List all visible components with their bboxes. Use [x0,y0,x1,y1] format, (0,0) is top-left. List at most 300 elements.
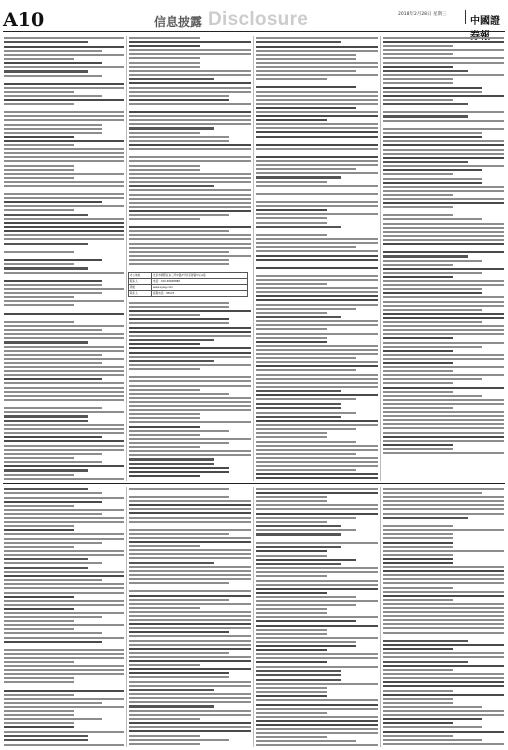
text-line [256,398,356,400]
text-line [256,596,356,598]
text-line [256,691,327,693]
text-line [256,349,378,351]
text-line [256,357,356,359]
text-line [4,54,124,56]
text-line [129,202,251,204]
text-line [383,218,482,220]
text-line [4,587,124,589]
text-line [383,206,453,208]
text-line [256,416,341,418]
text-line [256,386,378,388]
text-line [4,525,74,527]
text-line [4,325,124,327]
text-line [4,517,124,519]
text-line [383,562,453,564]
text-line [4,501,102,503]
text-line [4,558,88,560]
text-line [4,632,102,634]
text-line [256,567,378,569]
text-line [4,690,124,692]
text-line [4,583,124,585]
text-line [129,160,251,162]
text-line [4,722,74,724]
text-line [256,119,327,121]
text-line [256,242,378,244]
text-line [4,665,124,667]
text-line [256,445,378,447]
text-line [4,132,102,134]
text-line [383,710,504,712]
column-divider [253,487,254,747]
text-line [4,99,124,101]
text-line [4,399,124,401]
text-line [383,673,504,675]
text-line [383,677,504,679]
text-column [129,302,251,481]
text-line [4,119,124,121]
text-line [129,619,251,621]
text-line [383,144,504,146]
text-line [4,292,102,294]
text-line [129,397,251,399]
text-line [256,374,378,376]
text-line [256,687,327,689]
text-line [256,424,378,426]
text-line [4,681,74,683]
text-line [256,716,378,718]
text-line [4,41,88,43]
text-line [129,430,229,432]
text-line [383,374,504,376]
text-line [4,91,74,93]
text-line [129,685,251,687]
text-line [129,508,251,510]
text-line [129,442,229,444]
text-line [256,592,327,594]
text-line [4,538,124,540]
text-line [129,743,200,745]
text-line [383,718,482,720]
text-line [256,37,378,39]
text-line [4,710,74,712]
text-line [4,387,124,389]
text-line [129,57,200,59]
text-line [129,454,251,456]
text-line [383,178,482,180]
text-line [256,517,356,519]
text-line [383,120,504,122]
text-line [383,161,468,163]
text-line [129,607,200,609]
text-line [4,637,124,639]
text-column [256,488,378,747]
text-line [4,567,88,569]
text-line [256,181,327,183]
text-line [4,201,102,203]
text-line [129,368,200,370]
text-line [256,657,378,659]
text-line [383,595,504,597]
text-line [4,214,88,216]
text-line [129,115,251,117]
text-line [383,702,453,704]
text-line [4,620,74,622]
text-line [129,53,251,55]
text-line [129,517,251,519]
text-line [256,136,378,138]
text-line [383,574,504,576]
text-line [383,350,453,352]
text-line [129,557,251,559]
text-line [383,690,453,692]
text-line [129,401,251,403]
text-line [4,333,124,335]
text-line [4,226,124,228]
text-line [4,492,102,494]
text-line [129,562,214,564]
text-line [256,111,378,113]
text-line [129,644,251,646]
text-line [129,41,251,43]
text-line [4,267,88,269]
text-line [129,417,200,419]
text-line [383,37,504,39]
text-line [383,337,453,339]
text-line [129,140,229,142]
text-line [256,555,327,557]
text-line [383,566,504,568]
text-line [383,173,453,175]
text-line [383,415,504,417]
text-line [383,239,504,241]
text-line [129,49,251,51]
text-line [129,553,251,555]
text-line [4,465,124,467]
text-line [383,632,504,634]
text-line [129,529,251,531]
text-line [4,341,88,343]
text-line [129,364,251,366]
text-line [4,440,124,442]
text-line [256,449,378,451]
text-line [256,226,341,228]
text-line [129,306,229,308]
text-line [383,62,504,64]
text-line [4,542,102,544]
column-divider [126,36,127,481]
text-line [383,698,453,700]
text-line [129,226,251,228]
text-line [383,57,504,59]
text-line [256,62,378,64]
text-line [129,95,229,97]
text-line [4,304,74,306]
text-line [383,387,504,389]
text-line [4,83,124,85]
text-line [383,190,504,192]
text-line [129,627,251,629]
text-line [383,743,504,745]
text-line [256,378,378,380]
text-line [383,128,504,130]
text-line [256,453,356,455]
text-line [129,652,229,654]
text-line [256,559,356,561]
text-line [383,321,482,323]
text-line [256,683,378,685]
text-line [256,740,356,742]
issue-date: 2018年2月28日 星期三 [398,12,447,17]
text-line [4,370,124,372]
text-line [4,234,124,236]
text-line [256,341,327,343]
text-line [129,570,251,572]
text-line [129,421,251,423]
text-line [383,91,482,93]
text-line [129,356,251,358]
text-line [383,582,504,584]
text-line [383,227,504,229]
text-line [129,603,251,605]
text-line [256,496,327,498]
text-line [383,432,504,434]
text-line [4,731,124,733]
text-line [129,689,214,691]
text-line [256,633,327,635]
text-line [129,339,214,341]
text-line [383,82,453,84]
text-line [256,168,356,170]
text-line [129,230,229,232]
text-line [129,730,251,732]
text-line [383,587,453,589]
text-line [4,579,102,581]
text-line [129,99,229,101]
text-line [4,378,102,380]
text-line [256,525,341,527]
text-line [129,664,200,666]
text-line [256,148,378,150]
text-line [256,41,341,43]
text-line [256,441,356,443]
text-line [4,608,74,610]
text-line [129,697,251,699]
text-line [256,699,378,701]
text-line [4,596,74,598]
text-line [129,263,229,265]
text-line [129,327,251,329]
text-line [129,463,214,465]
text-line [4,70,88,72]
text-line [129,739,229,741]
text-line [129,500,251,502]
text-line [129,710,251,712]
text-line [129,177,251,179]
text-line [4,362,102,364]
text-line [129,251,229,253]
text-line [383,706,482,708]
page-header [0,0,508,34]
text-line [4,62,102,64]
text-line [129,310,251,312]
text-line [129,255,251,257]
text-line [256,160,378,162]
text-line [129,541,251,543]
text-line [256,58,356,60]
text-line [383,739,482,741]
text-line [383,153,504,155]
text-line [129,672,229,674]
text-line [256,720,378,722]
text-line [383,41,504,43]
text-line [129,467,229,469]
text-line [4,739,88,741]
text-line [129,434,200,436]
column-divider [253,36,254,481]
text-line [4,209,74,211]
text-line [256,390,341,392]
text-line [4,181,124,183]
text-line [129,210,251,212]
text-line [4,432,124,434]
text-line [256,164,378,166]
text-line [129,331,251,333]
text-line [4,300,124,302]
text-line [383,452,504,454]
text-line [256,712,327,714]
text-line [256,641,356,643]
text-line [383,362,453,364]
section-title-en: Disclosure [208,9,309,30]
text-line [383,198,504,200]
text-line [4,395,124,397]
text-line [256,584,378,586]
text-line [4,160,124,162]
text-line [256,279,378,281]
text-line [383,619,504,621]
text-line [383,280,504,282]
text-line [383,714,504,716]
text-line [383,87,482,89]
header-divider [465,10,466,24]
text-line [4,103,74,105]
text-line [4,152,124,154]
text-line [129,66,200,68]
text-line [256,86,356,88]
text-line [4,677,74,679]
text-line [256,316,341,318]
text-line [383,403,504,405]
text-line [4,529,74,531]
text-line [256,131,378,133]
text-line [383,735,453,737]
text-line [256,95,378,97]
text-line [256,608,327,610]
text-line [4,521,124,523]
text-line [4,407,102,409]
text-line [256,123,378,125]
text-line [256,66,378,68]
text-line [4,604,124,606]
text-line [383,202,504,204]
text-line [256,604,356,606]
text-line [4,669,124,671]
text-line [256,382,378,384]
text-line [129,103,251,105]
text-line [129,705,214,707]
text-line [383,66,453,68]
table-cell: 联系人 [129,279,152,285]
text-line [4,513,102,515]
table-cell: 电话：010-65608888 [152,279,248,285]
text-line [383,243,504,245]
text-line [256,324,378,326]
text-line [256,78,327,80]
text-line [129,426,200,428]
text-line [4,218,124,220]
text-line [4,449,124,451]
table-cell: 北京市朝阳区东三环中路7号北京财富中心A座 [152,273,248,279]
text-line [129,566,251,568]
text-line [256,328,327,330]
text-line [256,744,378,746]
text-line [4,546,74,548]
text-line [256,625,378,627]
text-line [4,718,102,720]
text-line [383,554,453,556]
section-title: 信息披露 [154,15,203,29]
text-line [4,321,74,323]
text-line [129,393,229,395]
text-line [256,612,327,614]
text-line [383,542,453,544]
text-line [129,668,251,670]
text-line [129,693,251,695]
text-line [129,631,229,633]
text-line [256,661,327,663]
text-line [256,246,356,248]
text-line [129,718,200,720]
text-line [4,562,102,564]
text-line [383,382,453,384]
text-line [129,413,200,415]
text-line [383,301,504,303]
text-line [256,299,378,301]
text-line [256,74,378,76]
text-column [129,37,251,269]
text-line [4,735,88,737]
text-line [383,537,453,539]
text-line [129,458,214,460]
text-line [4,148,124,150]
text-line [4,358,124,360]
text-line [4,509,124,511]
text-line [256,259,378,261]
text-line [256,287,378,289]
text-line [383,722,453,724]
text-line [256,127,378,129]
text-line [129,640,251,642]
text-line [383,440,504,442]
text-line [129,247,251,249]
text-line [383,309,482,311]
text-line [383,661,468,663]
text-line [256,571,378,573]
text-line [129,385,251,387]
text-line [383,726,482,728]
text-line [383,264,453,266]
text-line [256,546,341,548]
